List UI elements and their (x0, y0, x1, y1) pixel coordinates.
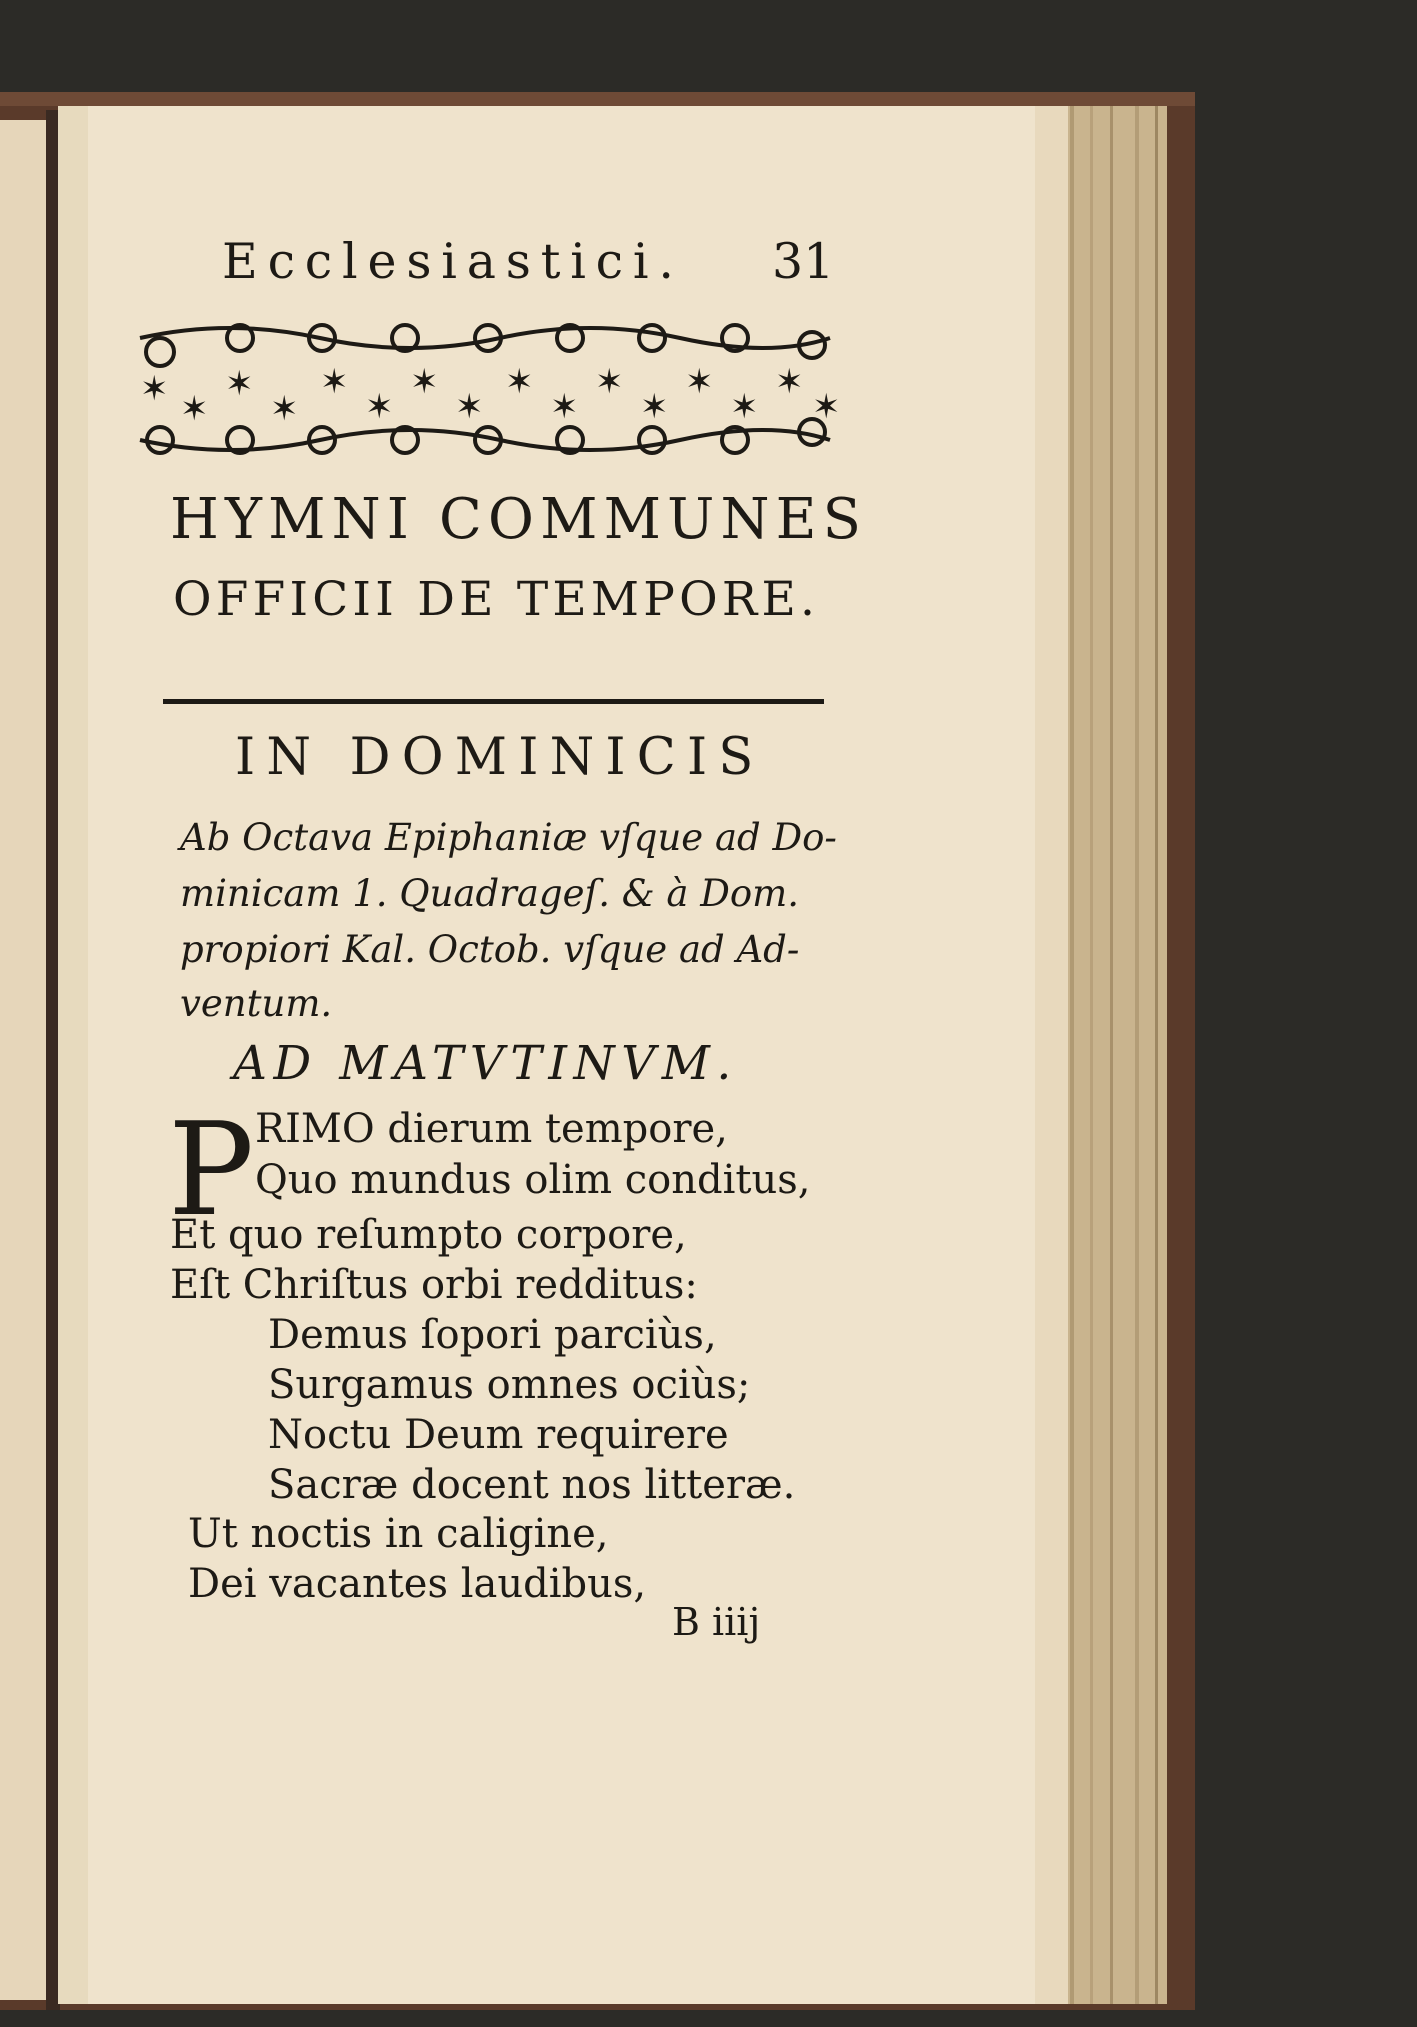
horizontal-rule (163, 699, 824, 704)
svg-text:✶: ✶ (550, 387, 579, 427)
svg-text:✶: ✶ (320, 362, 349, 402)
rubric-line: ventum. (180, 982, 333, 1025)
rubric-line: propiori Kal. Octob. vſque ad Ad- (180, 928, 800, 971)
title-line-1: HYMNI COMMUNES (170, 487, 868, 552)
svg-text:✶: ✶ (455, 387, 484, 427)
drop-initial: P (168, 1096, 255, 1245)
verse-line: Et quo reſumpto corpore, (170, 1212, 687, 1258)
verse-line: Ut noctis in caligine, (188, 1511, 609, 1557)
rubric-line: Ab Octava Epiphaniæ vſque ad Do- (180, 816, 837, 859)
svg-text:✶: ✶ (410, 362, 439, 402)
verse-line: Eſt Chriſtus orbi redditus: (170, 1262, 698, 1308)
svg-text:✶: ✶ (180, 389, 209, 429)
verse-line: Surgamus omnes ociùs; (268, 1362, 751, 1408)
section-heading: AD MATVTINVM. (233, 1036, 738, 1091)
svg-text:✶: ✶ (365, 387, 394, 427)
svg-text:✶: ✶ (775, 362, 804, 402)
subtitle: IN DOMINICIS (235, 728, 765, 787)
verse-line: Demus ſopori parciùs, (268, 1312, 717, 1358)
page-number: 31 (772, 233, 835, 290)
svg-text:✶: ✶ (685, 362, 714, 402)
svg-text:✶: ✶ (270, 389, 299, 429)
svg-text:✶: ✶ (225, 364, 254, 404)
svg-text:✶: ✶ (140, 369, 169, 409)
verse-line: Noctu Deum requirere (268, 1412, 729, 1458)
svg-text:✶: ✶ (505, 362, 534, 402)
signature-mark: B iiij (672, 1600, 761, 1644)
svg-text:✶: ✶ (812, 387, 841, 427)
running-head: Ecclesiastici. (222, 233, 684, 290)
svg-text:✶: ✶ (640, 387, 669, 427)
svg-text:✶: ✶ (730, 387, 759, 427)
verse-line: Sacræ docent nos litteræ. (268, 1462, 796, 1508)
title-line-2: OFFICII DE TEMPORE. (173, 572, 820, 627)
svg-text:✶: ✶ (595, 362, 624, 402)
rubric-line: minicam 1. Quadrageſ. & à Dom. (180, 872, 800, 915)
verse-line: Quo mundus olim conditus, (255, 1157, 811, 1203)
verse-line: Dei vacantes laudibus, (188, 1561, 647, 1607)
verse-line: RIMO dierum tempore, (255, 1106, 728, 1152)
